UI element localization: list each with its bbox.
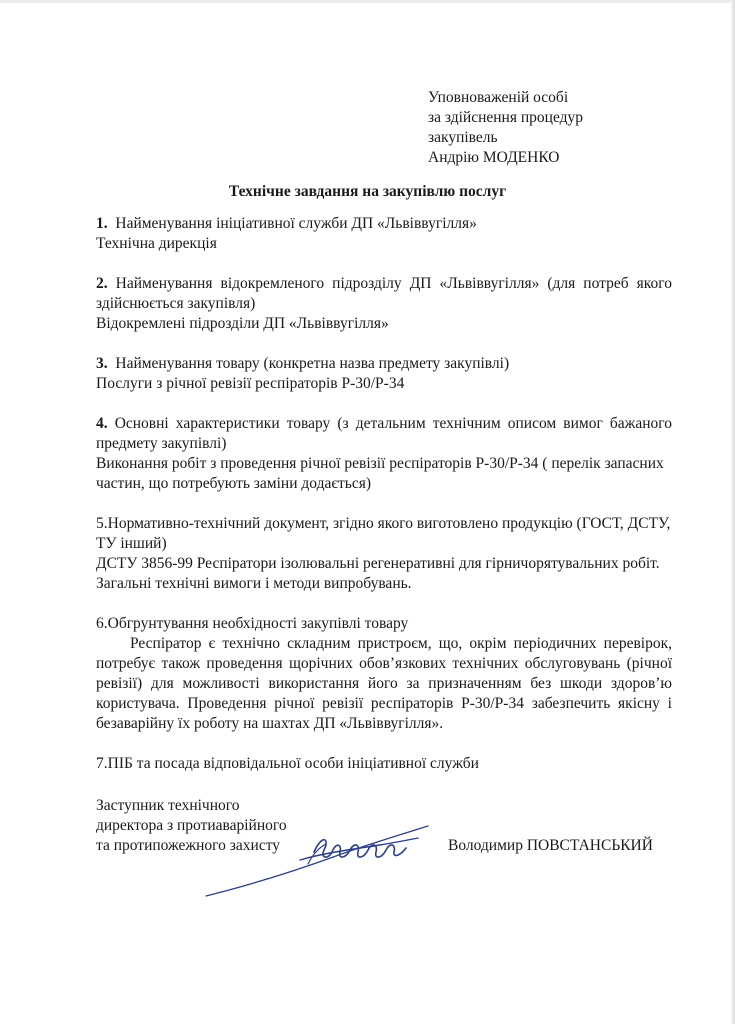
scan-border-top bbox=[0, 0, 735, 3]
addressee-line: за здійснення процедур bbox=[428, 109, 584, 126]
section-2 bbox=[96, 274, 672, 334]
section-heading: Основні характеристики товару (з детальним технічним описом вимог бажаного предмету закупівлі) bbox=[96, 415, 673, 452]
section-7 bbox=[96, 754, 672, 774]
section-heading: Найменування відокремленого підрозділу ДП «Львіввугілля» (для потреб якого здійснюється закупівля) bbox=[96, 275, 673, 312]
section-1 bbox=[96, 214, 672, 254]
section-heading: Найменування товару (конкретна назва предмету закупівлі) bbox=[115, 355, 510, 372]
section-heading: 7.ПІБ та посада відповідальної особи ініціативної служби bbox=[96, 755, 479, 772]
section-4 bbox=[96, 414, 672, 494]
section-heading: Найменування ініціативної служби ДП «Львіввугілля» bbox=[115, 215, 477, 232]
document-title: Технічне завдання на закупівлю послуг bbox=[228, 183, 507, 200]
addressee-line: закупівель bbox=[428, 129, 498, 146]
section-heading: 6.Обгрунтування необхідності закупівлі товару bbox=[96, 615, 409, 632]
position-line: Заступник технічного bbox=[96, 797, 240, 814]
addressee-block bbox=[428, 88, 583, 168]
section-value: Відокремлені підрозділи ДП «Львіввугілля» bbox=[96, 315, 389, 332]
section-5 bbox=[96, 514, 672, 594]
position-line: директора з протиаварійного bbox=[96, 817, 287, 834]
signature-stroke bbox=[206, 826, 428, 896]
section-number: 1. bbox=[96, 215, 108, 232]
section-value: ДСТУ 3856-99 Респіратори ізолювальні регенеративні для гірничорятувальних робіт. Загальні технічні вимоги і методи випробувань. bbox=[96, 555, 660, 592]
signatory-name: Володимир ПОВСТАНСЬКИЙ bbox=[448, 837, 653, 854]
section-value: Респіратор є технічно складним пристроєм, що, окрім періодичних перевірок, потребує також проведення щорічних обов’язкових технічних обслуговувань (річної ревізії) для можливості використання його за призначенням без шкоди здоров’ю користувача. Проведення річної ревізії респіраторів Р-30/Р-34 забезпечить якісну і безаварійну їх роботу на шахтах ДП «Львіввугілля». bbox=[96, 635, 672, 732]
position-line: та протипожежного захисту bbox=[96, 837, 281, 854]
section-value: Технічна дирекція bbox=[96, 235, 217, 252]
handwritten-signature bbox=[196, 812, 436, 902]
scan-border-right bbox=[731, 0, 735, 1024]
section-6 bbox=[96, 614, 672, 734]
addressee-line: Андрію МОДЕНКО bbox=[428, 149, 560, 166]
section-3 bbox=[96, 354, 672, 394]
section-value: Послуги з річної ревізії респіраторів Р-30/Р-34 bbox=[96, 375, 405, 392]
section-value: Виконання робіт з проведення річної ревізії респіраторів Р-30/Р-34 ( перелік запасних частин, що потребують заміни додається) bbox=[96, 455, 664, 492]
section-number: 4. bbox=[96, 415, 108, 432]
section-heading: 5.Нормативно-технічний документ, згідно якого виготовлено продукцію (ГОСТ, ДСТУ, ТУ інший) bbox=[96, 515, 671, 552]
section-number: 3. bbox=[96, 355, 108, 372]
document-body bbox=[96, 214, 672, 794]
section-number: 2. bbox=[96, 275, 108, 292]
addressee-line: Уповноваженій особі bbox=[428, 89, 569, 106]
